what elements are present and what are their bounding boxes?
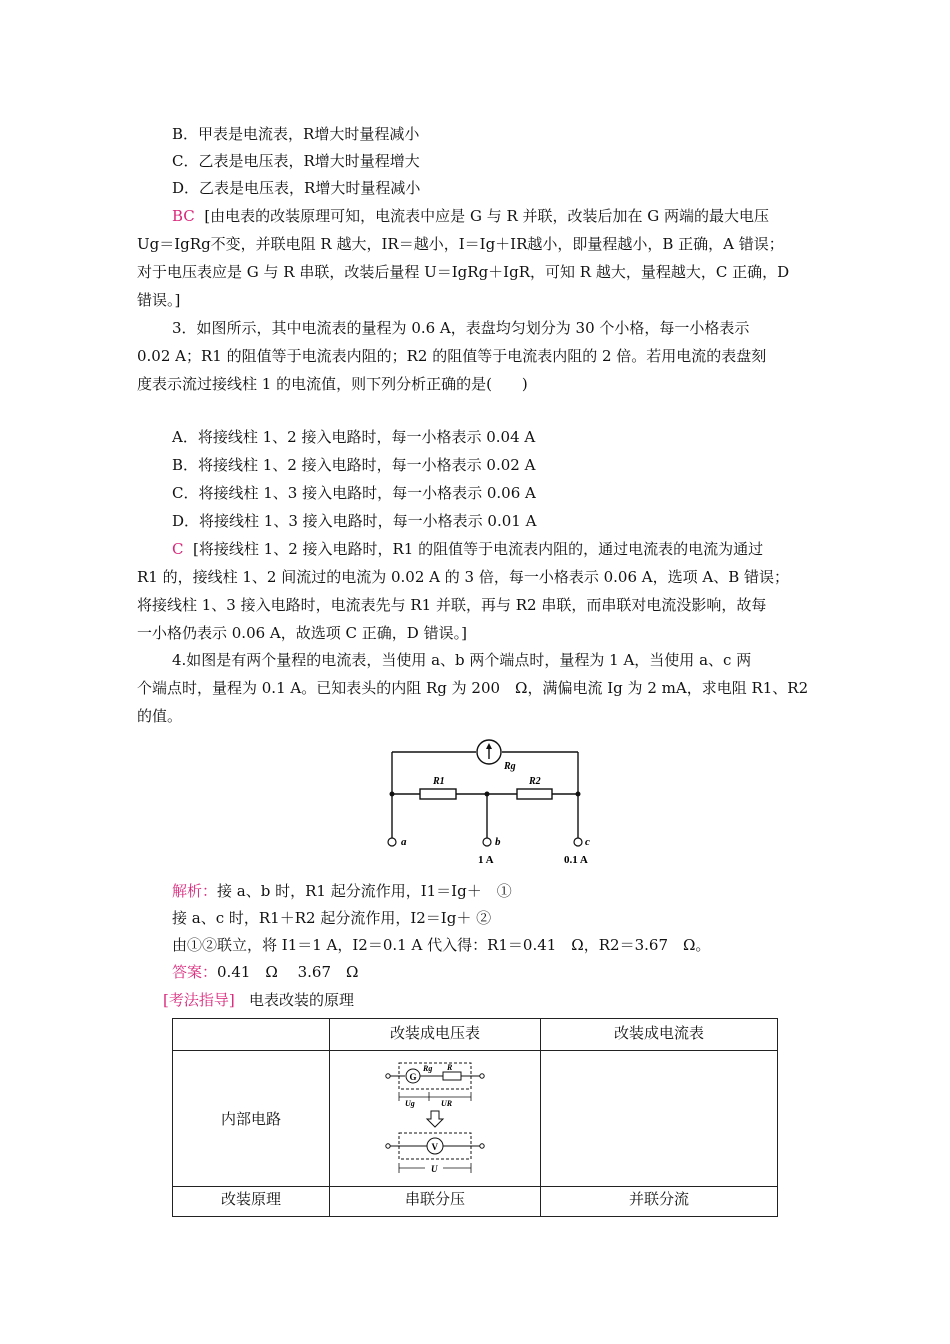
q3-answer-text-1: [将接线柱 1、2 接入电路时，R1 的阻值等于电流表内阻的，通过电流表的电流为通过 [193,540,764,558]
q3-option-b: B．将接线柱 1、2 接入电路时，每一小格表示 0.02 A [172,456,536,474]
q3-answer-line-3: 将接线柱 1、3 接入电路时，电流表先与 R1 并联，再与 R2 串联，而串联对电流没影响，故每 [137,596,767,614]
table-header-blank [173,1019,330,1051]
q2-option-d: D．乙表是电压表，R增大时量程减小 [172,179,421,197]
q4-solution-line-2: 接 a、c 时，R1＋R2 起分流作用，I2＝Ig＋ ② [172,909,492,927]
voltmeter-conversion-diagram [385,1057,485,1181]
q3-stem-2: 0.02 A；R1 的阻值等于电流表内阻的；R2 的阻值等于电流表内阻的 2 倍。若用电流的表盘刻 [137,347,767,365]
table-cell-series-divide: 串联分压 [330,1187,541,1217]
q2-answer-key: BC [172,207,195,225]
resistor-r2 [517,789,552,799]
q2-option-b: B．甲表是电流表，R增大时量程减小 [172,125,420,143]
q4-answer-line [172,962,358,982]
fig-g-label: G [409,1071,417,1082]
table-row-internal-circuit [173,1051,778,1187]
fig-rg-label: Rg [423,1063,433,1073]
fig-ur-label: UR [441,1098,453,1108]
guide-table [172,1018,778,1217]
q4-answer-label: 答案： [172,963,218,981]
q3-answer-line-4: 一小格仍表示 0.06 A，故选项 C 正确，D 错误。] [137,624,467,642]
table-row-label-circuit: 内部电路 [173,1051,330,1187]
q4-solution-label: 解析： [172,882,218,900]
label-r2: R2 [529,776,541,787]
q3-option-a: A．将接线柱 1、2 接入电路时，每一小格表示 0.04 A [172,428,536,446]
table-cell-voltmeter-circuit [330,1051,541,1187]
label-r1: R1 [433,776,445,787]
q4-stem-1: 4.如图是有两个量程的电流表，当使用 a、b 两个端点时，量程为 1 A，当使用 a、c 两 [172,651,752,669]
down-arrow-icon [427,1111,443,1127]
terminal-a [388,838,396,846]
q4-solution-text-1: 接 a、b 时，R1 起分流作用，I1＝Ig＋ ① [217,882,512,900]
terminal-c [574,838,582,846]
fig-v-label: V [431,1141,438,1152]
q3-answer-line-2: R1 的，接线柱 1、2 间流过的电流为 0.02 A 的 3 倍，每一小格表示 0.06 A，选项 A、B 错误； [137,568,790,586]
label-terminal-c: c [585,836,590,848]
fig-ug-label: Ug [405,1098,415,1108]
q2-answer-text-1: [由电表的改装原理可知，电流表中应是 G 与 R 并联，改装后加在 G 两端的最大电压 [204,207,770,225]
q3-stem-3: 度表示流过接线柱 1 的电流值，则下列分析正确的是( ) [137,375,528,393]
label-range-c: 0.1 A [564,854,588,866]
label-range-b: 1 A [478,854,494,866]
label-terminal-b: b [495,836,501,848]
guide-title: 电表改装的原理 [249,991,355,1009]
q2-option-c: C．乙表是电压表，R增大时量程增大 [172,152,420,170]
q4-solution-line-1 [172,881,512,901]
label-terminal-a: a [401,836,407,848]
guide-tag: [考法指导] [163,991,235,1009]
table-row-label-principle: 改装原理 [173,1187,330,1217]
q3-answer-line-1 [172,539,763,559]
table-cell-parallel-shunt: 并联分流 [541,1187,778,1217]
label-rg: Rg [504,761,516,772]
q2-answer-line-2: Ug＝IgRg不变，并联电阻 R 越大，IR＝越小，I＝Ig＋IR越小，即量程越小，B 正确，A 错误； [137,235,784,253]
table-header-row [173,1019,778,1051]
q3-stem-1: 3．如图所示，其中电流表的量程为 0.6 A，表盘均匀划分为 30 个小格，每一小格表示 [172,319,750,337]
terminal-b [483,838,491,846]
q3-option-c: C．将接线柱 1、3 接入电路时，每一小格表示 0.06 A [172,484,536,502]
q3-option-d: D．将接线柱 1、3 接入电路时，每一小格表示 0.01 A [172,512,537,530]
q4-stem-3: 的值。 [137,707,183,725]
q4-answer-value: 0.41 Ω 3.67 Ω [217,963,359,981]
q2-answer-line-4: 错误。] [137,291,181,309]
q2-answer-line-3: 对于电压表应是 G 与 R 串联，改装后量程 U＝IgRg＋IgR，可知 R 越大，量程越大，C 正确，D [137,263,790,281]
fig-u-label: U [431,1163,438,1174]
q3-answer-key: C [172,540,184,558]
resistor-r1 [420,789,456,799]
q4-solution-line-3: 由①②联立，将 I1＝1 A，I2＝0.1 A 代入得：R1＝0.41 Ω，R2＝3.67 Ω。 [172,936,711,954]
q2-answer-line-1 [172,206,769,226]
fig-r-label: R [447,1062,453,1072]
q4-stem-2: 个端点时，量程为 0.1 A。已知表头的内阻 Rg 为 200 Ω，满偏电流 Ig 为 2 mA，求电阻 R1、R2 [137,679,809,697]
guide-heading [163,990,354,1010]
table-row-principle [173,1187,778,1217]
table-header-voltmeter: 改装成电压表 [330,1019,541,1051]
table-cell-ammeter-circuit [541,1051,778,1187]
q4-circuit-diagram [380,738,620,868]
table-header-ammeter: 改装成电流表 [541,1019,778,1051]
